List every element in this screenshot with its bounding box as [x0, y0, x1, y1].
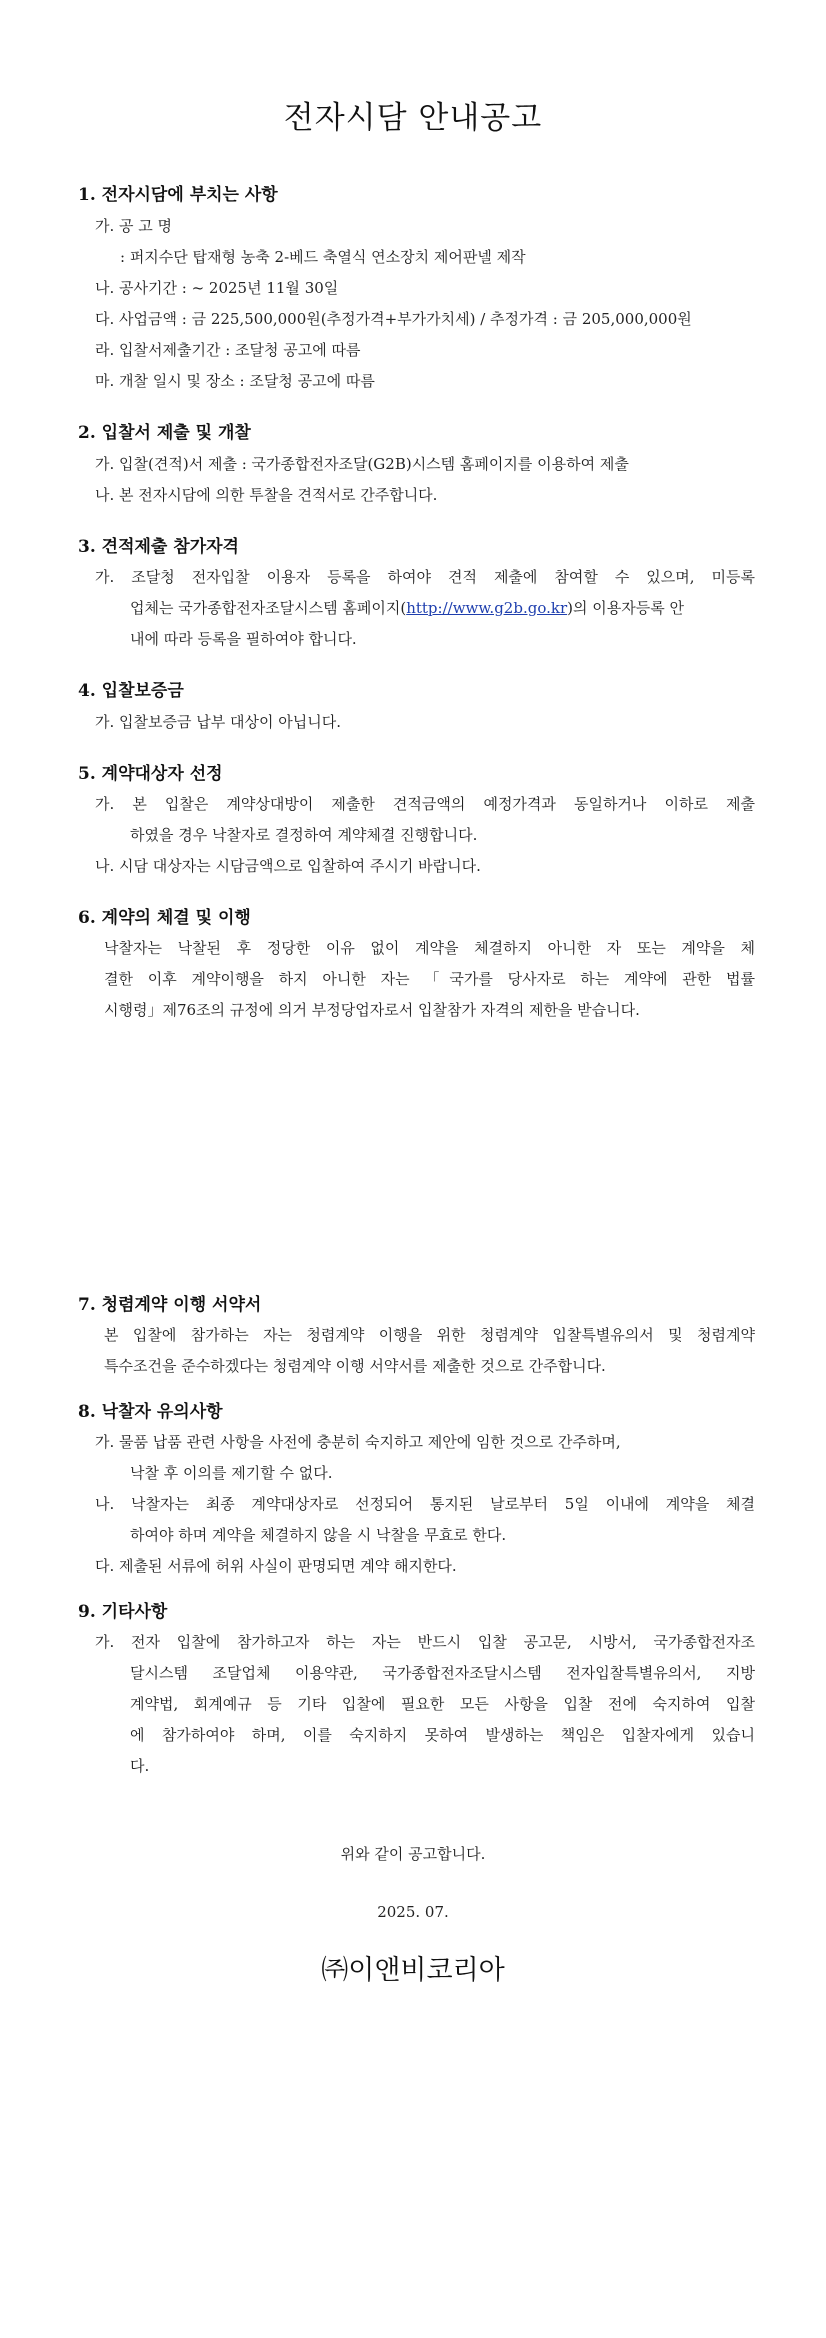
section-8-item-c: 다. 제출된 서류에 허위 사실이 판명되면 계약 해지한다.	[95, 1557, 457, 1575]
section-8-item-a-line2: 낙찰 후 이의를 제기할 수 없다.	[130, 1464, 333, 1482]
section-1-item-c: 다. 사업금액 : 금 225,500,000원(추정가격+부가가치세) / 추정가격 : 금 205,000,000원	[95, 310, 692, 328]
section-9-item-a-line4: 에 참가하여야 하며, 이를 숙지하지 못하여 발생하는 책임은 입찰자에게 있습니	[130, 1726, 755, 1744]
section-8-item-a: 가. 물품 납품 관련 사항을 사전에 충분히 숙지하고 제안에 임한 것으로 간주하며,	[95, 1433, 621, 1451]
notice-date: 2025. 07.	[377, 1903, 449, 1921]
section-9-item-a: 가. 전자 입찰에 참가하고자 하는 자는 반드시 입찰 공고문, 시방서, 국가종합전자조	[95, 1633, 755, 1651]
section-5-item-b: 나. 시담 대상자는 시담금액으로 입찰하여 주시기 바랍니다.	[95, 857, 481, 875]
section-4-heading: 4. 입찰보증금	[78, 681, 184, 701]
section-7-heading: 7. 청렴계약 이행 서약서	[78, 1295, 262, 1315]
section-3-item-a-line2	[130, 597, 755, 618]
section-3-heading: 3. 견적제출 참가자격	[78, 537, 239, 557]
section-1-item-a-detail: : 퍼지수단 탑재형 농축 2-베드 축열식 연소장치 제어판넬 제작	[120, 248, 526, 266]
document-title: 전자시담 안내공고	[283, 100, 543, 136]
section-8-item-b-line2: 하여야 하며 계약을 체결하지 않을 시 낙찰을 무효로 한다.	[130, 1526, 507, 1544]
section-6-heading: 6. 계약의 체결 및 이행	[78, 908, 251, 928]
section-3-text-part1: 업체는 국가종합전자조달시스템 홈페이지(	[130, 599, 407, 617]
g2b-link[interactable]: http://www.g2b.go.kr	[406, 599, 568, 617]
section-6-line-1: 낙찰자는 낙찰된 후 정당한 이유 없이 계약을 체결하지 아니한 자 또는 계약을 체	[104, 939, 755, 957]
section-2-item-a: 가. 입찰(견적)서 제출 : 국가종합전자조달(G2B)시스템 홈페이지를 이용하여 제출	[95, 455, 629, 473]
section-5-heading: 5. 계약대상자 선정	[78, 764, 223, 784]
section-5-item-a: 가. 본 입찰은 계약상대방이 제출한 견적금액의 예정가격과 동일하거나 이하로 제출	[95, 795, 755, 813]
section-3-item-a: 가. 조달청 전자입찰 이용자 등록을 하여야 견적 제출에 참여할 수 있으며, 미등록	[95, 568, 755, 586]
section-1-item-e: 마. 개찰 일시 및 장소 : 조달청 공고에 따름	[95, 372, 375, 390]
section-1-item-a: 가. 공 고 명	[95, 217, 173, 235]
section-7-line-2: 특수조건을 준수하겠다는 청렴계약 이행 서약서를 제출한 것으로 간주합니다.	[104, 1357, 606, 1375]
section-3-text-part2: )의 이용자등록 안	[567, 599, 684, 617]
section-9-item-a-line2: 달시스템 조달업체 이용약관, 국가종합전자조달시스템 전자입찰특별유의서, 지방	[130, 1664, 755, 1682]
section-1-item-d: 라. 입찰서제출기간 : 조달청 공고에 따름	[95, 341, 361, 359]
section-5-item-a-line2: 하였을 경우 낙찰자로 결정하여 계약체결 진행합니다.	[130, 826, 478, 844]
section-1-item-b: 나. 공사기간 : ~ 2025년 11월 30일	[95, 279, 339, 297]
company-name: ㈜이앤비코리아	[321, 1955, 505, 1986]
section-6-line-2: 결한 이후 계약이행을 하지 아니한 자는 「국가를 당사자로 하는 계약에 관한 법률	[104, 970, 755, 988]
section-8-item-b: 나. 낙찰자는 최종 계약대상자로 선정되어 통지된 날로부터 5일 이내에 계약을 체결	[95, 1495, 755, 1513]
section-3-item-a-line3: 내에 따라 등록을 필하여야 합니다.	[130, 630, 357, 648]
closing-statement: 위와 같이 공고합니다.	[340, 1845, 486, 1863]
section-4-item-a: 가. 입찰보증금 납부 대상이 아닙니다.	[95, 713, 341, 731]
section-2-item-b: 나. 본 전자시담에 의한 투찰을 견적서로 간주합니다.	[95, 486, 438, 504]
section-1-heading: 1. 전자시담에 부치는 사항	[78, 185, 278, 205]
section-9-heading: 9. 기타사항	[78, 1602, 168, 1622]
section-8-heading: 8. 낙찰자 유의사항	[78, 1402, 223, 1422]
section-6-line-3: 시행령」제76조의 규정에 의거 부정당업자로서 입찰참가 자격의 제한을 받습니다.	[104, 1001, 640, 1019]
section-9-item-a-line5: 다.	[130, 1757, 150, 1775]
section-2-heading: 2. 입찰서 제출 및 개찰	[78, 423, 251, 443]
section-9-item-a-line3: 계약법, 회계예규 등 기타 입찰에 필요한 모든 사항을 입찰 전에 숙지하여 입찰	[130, 1695, 755, 1713]
section-7-line-1: 본 입찰에 참가하는 자는 청렴계약 이행을 위한 청렴계약 입찰특별유의서 및 청렴계약	[104, 1326, 755, 1344]
